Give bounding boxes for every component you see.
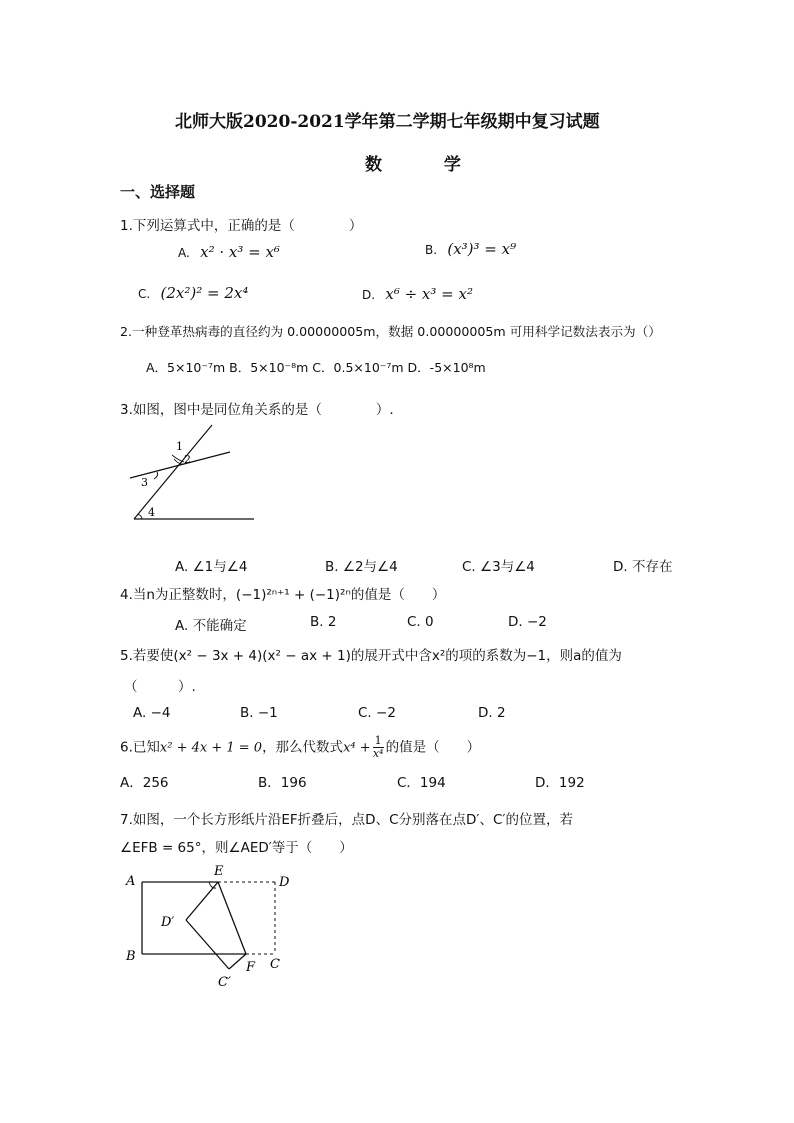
q6-fraction-num: 1 [374, 734, 382, 747]
q1-option-c-expr: (2x²)² = 2x⁴ [160, 284, 249, 302]
question-6-stem [120, 735, 480, 760]
q2-options: A．5×10⁻⁷m B．5×10⁻⁸m C．0.5×10⁻⁷m D．-5×10⁸m [146, 360, 486, 375]
question-5-stem-2: （ ）. [124, 679, 196, 695]
q1-option-c [138, 284, 248, 302]
q3-angle-arc-1 [172, 455, 184, 462]
q1-option-c-label: C. [138, 287, 151, 301]
q3-line-steep [134, 425, 212, 519]
question-3-stem: 3.如图，图中是同位角关系的是（ ）. [120, 402, 394, 418]
q3-angle-arc-4 [138, 514, 142, 519]
q7-figure [118, 858, 303, 993]
q6-stem-mid: ，那么代数式 [262, 739, 344, 756]
q7-fold-dc [186, 920, 229, 969]
page-title: 北师大版2020-2021学年第二学期七年级期中复习试题 [175, 112, 600, 132]
q1-option-b-expr: (x³)³ = x⁹ [447, 240, 517, 258]
q1-option-a-expr: x² · x³ = x⁶ [200, 243, 280, 261]
q6-expr-equation: x² + 4x + 1 = 0 [159, 740, 263, 756]
q3-figure [122, 420, 262, 526]
question-2-stem: 2.一种登革热病毒的直径约为 0.00000005m，数据 0.00000005m 可用科学记数法表示为（） [120, 324, 661, 339]
q6-fraction [373, 735, 384, 760]
q6-expr-x4: x⁴ + [343, 740, 371, 756]
question-7-stem-2: ∠EFB = 65°，则∠AED′等于（ ） [120, 840, 353, 856]
q1-option-d-label: D. [362, 288, 376, 302]
q4-option-a: A. 不能确定 [175, 618, 247, 634]
q7-fold-cf [229, 954, 246, 969]
q1-option-a [178, 243, 280, 261]
q6-fraction-den: x⁴ [372, 747, 384, 760]
q3-label-4: 4 [148, 506, 155, 519]
question-1-stem: 1.下列运算式中，正确的是（ ） [120, 218, 363, 234]
q4-option-d: D. −2 [508, 614, 547, 630]
q1-option-d [362, 285, 473, 303]
q6-stem-post: 的值是（ ） [385, 739, 481, 756]
q1-option-a-label: A. [178, 246, 190, 260]
q4-option-c: C. 0 [407, 614, 434, 630]
q7-label-f: F [246, 960, 256, 975]
q3-label-3: 3 [141, 476, 148, 489]
q6-option-b: B．196 [258, 775, 307, 791]
q7-label-c: C [270, 957, 280, 972]
q6-option-c: C．194 [397, 775, 446, 791]
q6-option-d: D．192 [535, 775, 585, 791]
q3-angle-arc-3 [154, 472, 158, 479]
q7-fold-ef [218, 882, 246, 954]
q3-line-upper [130, 452, 230, 478]
question-4-stem: 4.当n为正整数时，(−1)²ⁿ⁺¹ + (−1)²ⁿ的值是（ ） [120, 587, 446, 603]
q6-option-a: A．256 [120, 775, 169, 791]
q7-label-e: E [214, 864, 224, 879]
q6-stem-pre: 6.已知 [120, 739, 160, 756]
q1-option-d-expr: x⁶ ÷ x³ = x² [385, 285, 473, 303]
q5-option-b: B. −1 [240, 705, 278, 721]
question-7-stem: 7.如图，一个长方形纸片沿EF折叠后，点D、C分别落在点D′、C′的位置，若 [120, 812, 573, 828]
section-heading: 一、选择题 [120, 183, 196, 201]
subject-title: 数 学 [365, 155, 489, 175]
q7-label-d-prime: D′ [161, 915, 175, 930]
q3-option-c: C. ∠3与∠4 [462, 559, 535, 575]
q3-option-a: A. ∠1与∠4 [175, 559, 248, 575]
q7-label-d: D [279, 875, 290, 890]
q7-label-a: A [126, 874, 136, 889]
q3-option-b: B. ∠2与∠4 [325, 559, 398, 575]
q3-label-2: 2 [184, 453, 191, 466]
q5-option-d: D. 2 [478, 705, 506, 721]
q1-option-b [425, 240, 516, 258]
q3-option-d: D. 不存在 [613, 559, 673, 575]
q3-label-1: 1 [176, 440, 183, 453]
q7-label-c-prime: C′ [218, 975, 231, 990]
q1-option-b-label: B. [425, 243, 438, 257]
q4-option-b: B. 2 [310, 614, 337, 630]
q5-option-a: A. −4 [133, 705, 171, 721]
question-5-stem: 5.若要使(x² − 3x + 4)(x² − ax + 1)的展开式中含x²的项的系数为−1，则a的值为 [120, 648, 622, 664]
q7-label-b: B [126, 949, 136, 964]
q5-option-c: C. −2 [358, 705, 396, 721]
